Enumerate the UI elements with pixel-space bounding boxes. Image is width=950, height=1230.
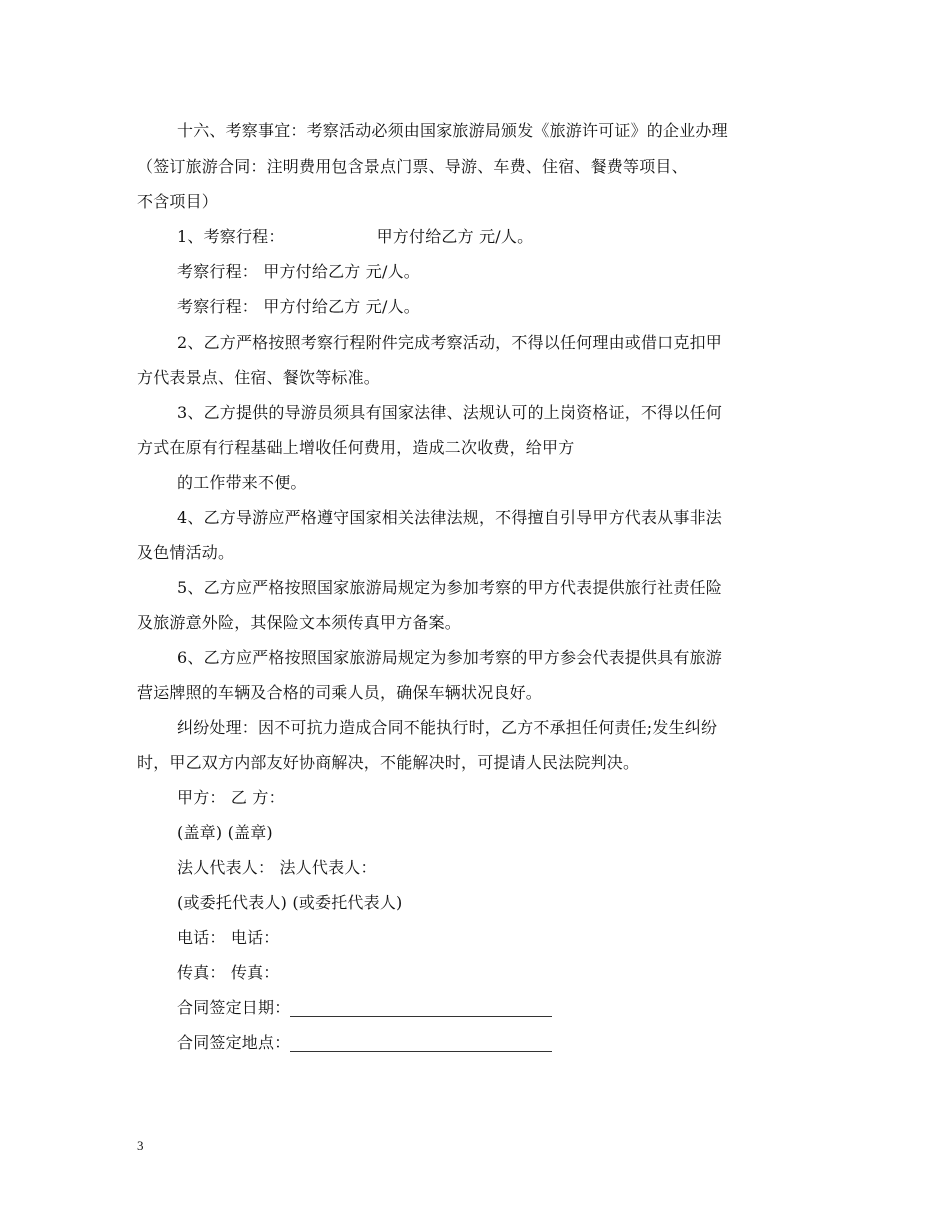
clause-5: 5、乙方应严格按照国家旅游局规定为参加考察的甲方代表提供旅行社责任险 — [177, 578, 722, 597]
clause-3-end: 的工作带来不便。 — [177, 473, 307, 492]
clause-3: 3、乙方提供的导游员须具有国家法律、法规认可的上岗资格证，不得以任何 — [177, 403, 722, 422]
clause-3-continued: 方式在原有行程基础上增收任何费用，造成二次收费，给甲方 — [137, 438, 575, 457]
signing-place-blank — [290, 1035, 552, 1052]
signing-date-blank — [290, 1000, 552, 1017]
itinerary-price-1: 甲方付给乙方 元/人。 — [376, 227, 534, 246]
clause-2: 2、乙方严格按照考察行程附件完成考察活动，不得以任何理由或借口克扣甲 — [177, 333, 722, 352]
fax-line: 传真： 传真： — [177, 963, 280, 982]
clause-16-note-end: 不含项目） — [137, 192, 219, 211]
clause-4-continued: 及色情活动。 — [137, 543, 235, 562]
party-names: 甲方： 乙 方： — [177, 788, 285, 807]
clause-16-note: （签订旅游合同：注明费用包含景点门票、导游、车费、住宿、餐费等项目、 — [137, 157, 688, 176]
phone-line: 电话： 电话： — [177, 928, 280, 947]
signing-date-label: 合同签定日期： — [177, 998, 291, 1017]
legal-representative-line: 法人代表人： 法人代表人： — [177, 858, 377, 877]
signing-date-line — [177, 998, 857, 1018]
clause-6-continued: 营运牌照的车辆及合格的司乘人员，确保车辆状况良好。 — [137, 683, 543, 702]
clause-5-continued: 及旅游意外险，其保险文本须传真甲方备案。 — [137, 613, 462, 632]
itinerary-label-1: 1、考察行程： — [177, 227, 285, 246]
authorized-representative-line: (或委托代表人) (或委托代表人) — [177, 893, 403, 912]
seal-line: (盖章) (盖章) — [177, 823, 273, 842]
page-number: 3 — [137, 1138, 144, 1153]
clause-6: 6、乙方应严格按照国家旅游局规定为参加考察的甲方参会代表提供具有旅游 — [177, 648, 722, 667]
itinerary-line-1 — [177, 227, 857, 247]
clause-16-heading: 十六、考察事宜：考察活动必须由国家旅游局颁发《旅游许可证》的企业办理 — [177, 121, 728, 140]
dispute-clause: 纠纷处理：因不可抗力造成合同不能执行时，乙方不承担任何责任;发生纠纷 — [177, 718, 718, 737]
signing-place-label: 合同签定地点： — [177, 1033, 291, 1052]
itinerary-line-2: 考察行程： 甲方付给乙方 元/人。 — [177, 262, 420, 281]
dispute-clause-continued: 时，甲乙双方内部友好协商解决，不能解决时，可提请人民法院判决。 — [137, 753, 640, 772]
clause-2-continued: 方代表景点、住宿、餐饮等标准。 — [137, 368, 381, 387]
itinerary-line-3: 考察行程： 甲方付给乙方 元/人。 — [177, 297, 420, 316]
signing-place-line — [177, 1033, 857, 1053]
clause-4: 4、乙方导游应严格遵守国家相关法律法规，不得擅自引导甲方代表从事非法 — [177, 508, 722, 527]
